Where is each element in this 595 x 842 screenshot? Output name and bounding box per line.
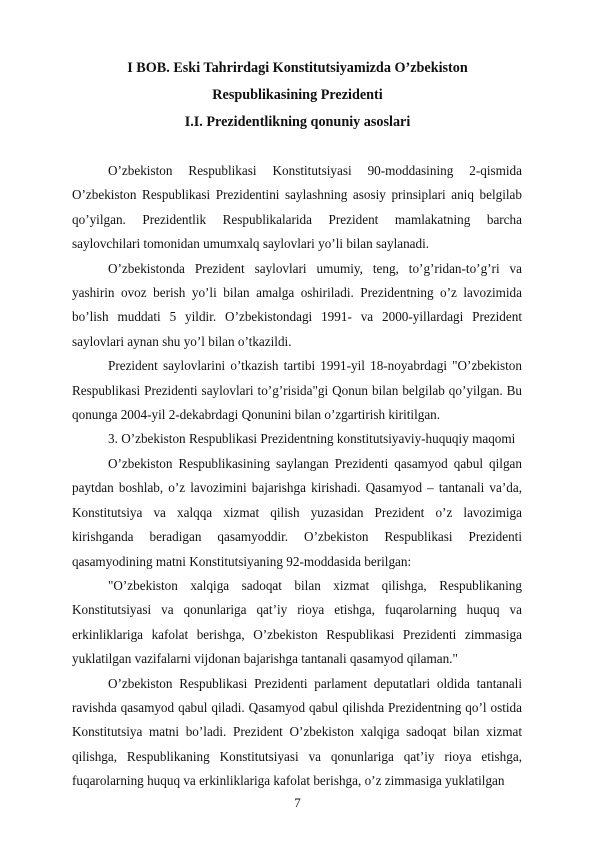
body-text bbox=[72, 159, 522, 794]
section-title: I.I. Prezidentlikning qonuniy asoslari bbox=[184, 114, 411, 130]
paragraph: Prezident saylovlarini o’tkazish tartibi 1991-yil 18-noyabrdagi "O’zbekiston Respublikasi Prezidenti saylovlari to’g’risida"gi Qonun bilan belgilab qo’yilgan. Bu qonunga 2004-yil 2-dekabrdagi Qonunini bilan o’zgartirish kiritilgan. bbox=[72, 358, 522, 423]
paragraph: O’zbekiston Respublikasi Konstitutsiyasi 90-moddasining 2-qismida O’zbekiston Respublikasi Prezidentini saylashning asosiy prinsiplari aniq belgilab qo’yilgan. Prezidentlik Respublikalarida Prezident mamlakatning barcha saylovchilari tomonidan umumxalq saylovlari yo’li bilan saylanadi. bbox=[72, 163, 522, 252]
page-number: 7 bbox=[294, 795, 301, 810]
paragraph: O’zbekistonda Prezident saylovlari umumiy, teng, to’g’ridan-to’g’ri va yashirin ovoz berish yo’li bilan amalga oshiriladi. Prezidentning o’z lavozimida bo’lish muddati 5 yildir. O’zbekistondagi 1991- va 2000-yillardagi Prezident saylovlari aynan shu yo’l bilan o’tkazildi. bbox=[72, 260, 522, 349]
chapter-title: I BOB. Eski Tahrirdagi Konstitutsiyamizda O’zbekiston bbox=[127, 60, 468, 76]
paragraph: "O’zbekiston xalqiga sadoqat bilan xizmat qilishga, Respublikaning Konstitutsiyasi va qonunlariga qat’iy rioya etishga, fuqarolarning huquq va erkinliklariga kafolat berishga, O’zbekiston Respublikasi Prezidenti zimmasiga yuklatilgan vazifalarni vijdonan bajarishga tantanali qasamyod qilaman." bbox=[72, 577, 522, 667]
chapter-title-continued: Respublikasining Prezidenti bbox=[212, 87, 383, 103]
paragraph: 3. O’zbekiston Respublikasi Prezidentning konstitutsiyaviy-huquqiy maqomi bbox=[108, 431, 516, 447]
paragraph: O’zbekiston Respublikasining saylangan Prezidenti qasamyod qabul qilgan paytdan boshlab, o’z lavozimini bajarishga kirishadi. Qasamyod – tantanali va’da, Konstitutsiya va xalqqa xizmat qilish yuzasidan Prezident o’z lavozimiga kirishganda beradigan qasamyoddir. O’zbekiston Respublikasi Prezidenti qasamyodining matni Konstitutsiyaning 92-moddasida berilgan: bbox=[72, 455, 522, 569]
paragraph: O’zbekiston Respublikasi Prezidenti parlament deputatlari oldida tantanali ravishda qasamyod qabul qiladi. Qasamyod qabul qilishda Prezidentning qo’l ostida Konstitutsiya matni bo’ladi. Prezident O’zbekiston xalqiga sadoqat bilan xizmat qilishga, Respublikaning Konstitutsiyasi va qonunlariga qat’iy rioya etishga, fuqarolarning huquq va erkinliklariga kafolat berishga, o’z zimmasiga yuklatilgan bbox=[72, 675, 522, 789]
